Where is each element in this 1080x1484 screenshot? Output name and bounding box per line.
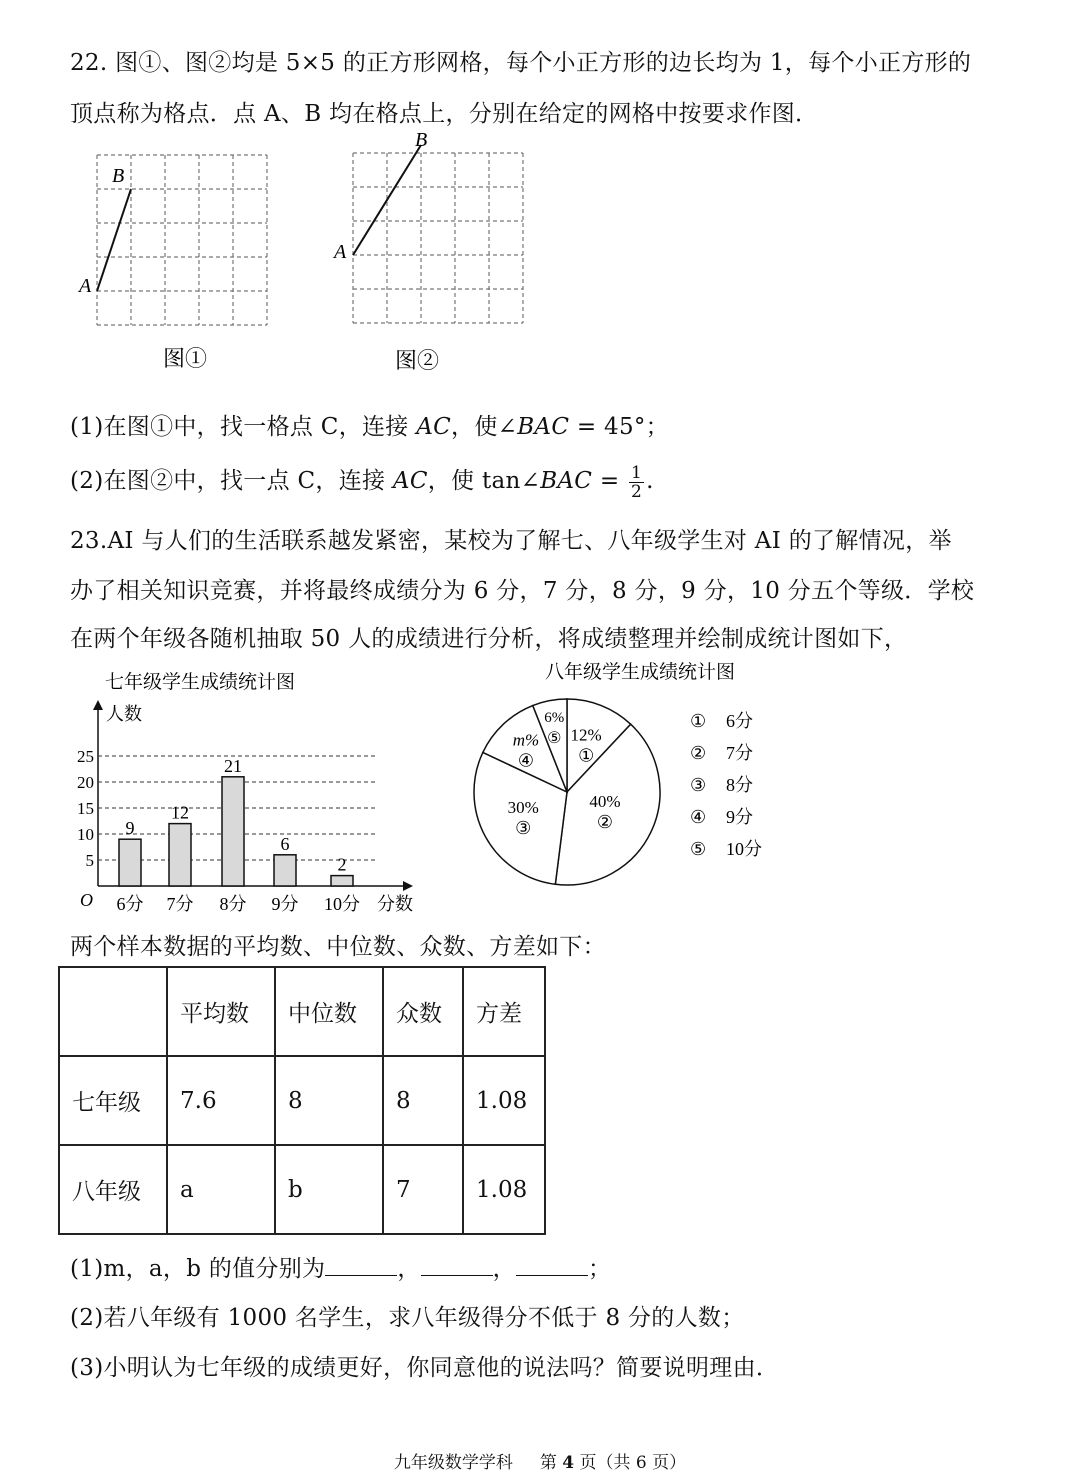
y-tick-label: 15 (77, 799, 94, 818)
x-tick-label: 7分 (166, 894, 194, 914)
table-intro: 两个样本数据的平均数、中位数、众数、方差如下： (70, 934, 606, 960)
table-header-cell: 方差 (463, 967, 545, 1056)
answer-blank-m (325, 1257, 397, 1276)
bar-7分 (169, 824, 191, 886)
q23-sub2: (2)若八年级有 1000 名学生，求八年级得分不低于 8 分的人数； (70, 1305, 745, 1331)
legend-symbol: ② (690, 743, 707, 763)
x-axis-arrow (403, 881, 413, 891)
table-header-cell: 平均数 (167, 967, 275, 1056)
x-tick-label: 10分 (324, 894, 360, 914)
bar-chart-title: 七年级学生成绩统计图 (105, 672, 296, 693)
pie-percent-label: m% (512, 730, 540, 750)
q23-sub3: (3)小明认为七年级的成绩更好，你同意他的说法吗？简要说明理由． (70, 1355, 780, 1381)
table-row (59, 1056, 545, 1145)
table-cell: 八年级 (59, 1145, 167, 1234)
statistics-table (58, 966, 546, 1235)
legend-symbol: ④ (690, 807, 707, 827)
grid-figure-1 (70, 140, 290, 385)
fraction-one-half: $\frac{1}{2}$ (631, 462, 643, 502)
answer-blank-b (516, 1257, 588, 1276)
point-a-label: A (79, 275, 92, 297)
x-tick-label: 9分 (271, 894, 299, 914)
bar-value-label: 21 (224, 755, 242, 776)
bar-value-label: 12 (171, 802, 189, 823)
bar-value-label: 9 (125, 818, 135, 839)
q23-line3: 在两个年级各随机抽取 50 人的成绩进行分析，将成绩整理并绘制成统计图如下， (70, 626, 908, 652)
bar-8分 (222, 777, 244, 886)
x-axis-label: 分数 (377, 894, 413, 914)
point-b-label: B (112, 165, 125, 187)
table-cell: b (275, 1145, 383, 1234)
y-tick-label: 25 (77, 747, 94, 766)
table-cell: 8 (383, 1056, 463, 1145)
y-tick-label: 10 (77, 825, 94, 844)
pie-slice-symbol: ① (578, 745, 595, 766)
figure-1-caption: 图① (163, 346, 208, 371)
pie-percent-label: 30% (507, 798, 539, 818)
q22-part2: (2)在图②中，找一点 C，连接 AC，使 tan∠BAC = $\frac{1}{2}$ . (70, 462, 654, 502)
pie-chart-title: 八年级学生成绩统计图 (545, 662, 736, 683)
q23-line2: 办了相关知识竞赛，并将最终成绩分为 6 分，7 分，8 分，9 分，10 分五个等级．学校 (70, 578, 975, 604)
table-header-cell: 中位数 (275, 967, 383, 1056)
pie-slice-symbol: ③ (515, 818, 532, 839)
table-header-cell: 众数 (383, 967, 463, 1056)
point-b-label: B (415, 129, 428, 151)
table-cell: 七年级 (59, 1056, 167, 1145)
pie-slice-symbol: ② (596, 811, 614, 832)
table-cell: a (167, 1145, 275, 1234)
grade8-pie-chart (460, 650, 800, 900)
q22-line1: 22. 图①、图②均是 5×5 的正方形网格，每个小正方形的边长均为 1，每个小正方形的 (70, 50, 972, 76)
pie-slice-symbol: ④ (517, 750, 534, 771)
legend-label: 10分 (726, 839, 762, 859)
answer-blank-a (421, 1257, 493, 1276)
bar-6分 (119, 839, 141, 886)
table-cell: 7 (383, 1145, 463, 1234)
pie-percent-label: 12% (570, 725, 602, 745)
legend-label: 8分 (726, 775, 753, 795)
grid-figure-2 (325, 125, 545, 385)
point-a-label: A (334, 241, 347, 263)
y-axis-arrow (93, 700, 103, 710)
table-cell: 8 (275, 1056, 383, 1145)
x-tick-label: 6分 (116, 894, 144, 914)
legend-label: 6分 (726, 711, 753, 731)
q23-sub1: (1)m，a，b 的值分别为 ， ， ； (70, 1256, 612, 1282)
x-tick-label: 8分 (219, 894, 247, 914)
bar-value-label: 2 (337, 854, 347, 875)
legend-symbol: ③ (690, 775, 707, 795)
table-cell: 7.6 (167, 1056, 275, 1145)
grade7-bar-chart (60, 662, 430, 917)
table-row (59, 1145, 545, 1234)
table-cell: 1.08 (463, 1145, 545, 1234)
bar-value-label: 6 (280, 833, 290, 854)
legend-symbol: ⑤ (690, 839, 707, 859)
pie-percent-label: 40% (589, 791, 621, 811)
page-footer: 九年级数学学科 第 4 页（共 6 页） (393, 1453, 687, 1473)
table-header-cell (59, 967, 167, 1056)
pie-slice-symbol: ⑤ (547, 730, 562, 748)
segment-ab-1 (97, 189, 131, 291)
q23-line1: 23.AI 与人们的生活联系越发紧密，某校为了解七、八年级学生对 AI 的了解情况，举 (70, 528, 952, 554)
figure-2-caption: 图② (395, 348, 440, 373)
y-axis-label: 人数 (106, 704, 142, 724)
q22-part1: (1)在图①中，找一格点 C，连接 AC，使∠BAC = 45°； (70, 414, 669, 440)
pie-percent-label: 6% (544, 710, 565, 727)
y-tick-label: 20 (77, 773, 94, 792)
origin-label: O (80, 890, 93, 910)
table-cell: 1.08 (463, 1056, 545, 1145)
y-tick-label: 5 (85, 851, 94, 870)
legend-label: 9分 (726, 807, 753, 827)
legend-symbol: ① (690, 711, 707, 731)
table-header-row (59, 967, 545, 1056)
legend-label: 7分 (726, 743, 753, 763)
bar-10分 (331, 876, 353, 886)
q22-line2: 顶点称为格点．点 A、B 均在格点上，分别在给定的网格中按要求作图． (70, 101, 819, 127)
bar-9分 (274, 855, 296, 886)
